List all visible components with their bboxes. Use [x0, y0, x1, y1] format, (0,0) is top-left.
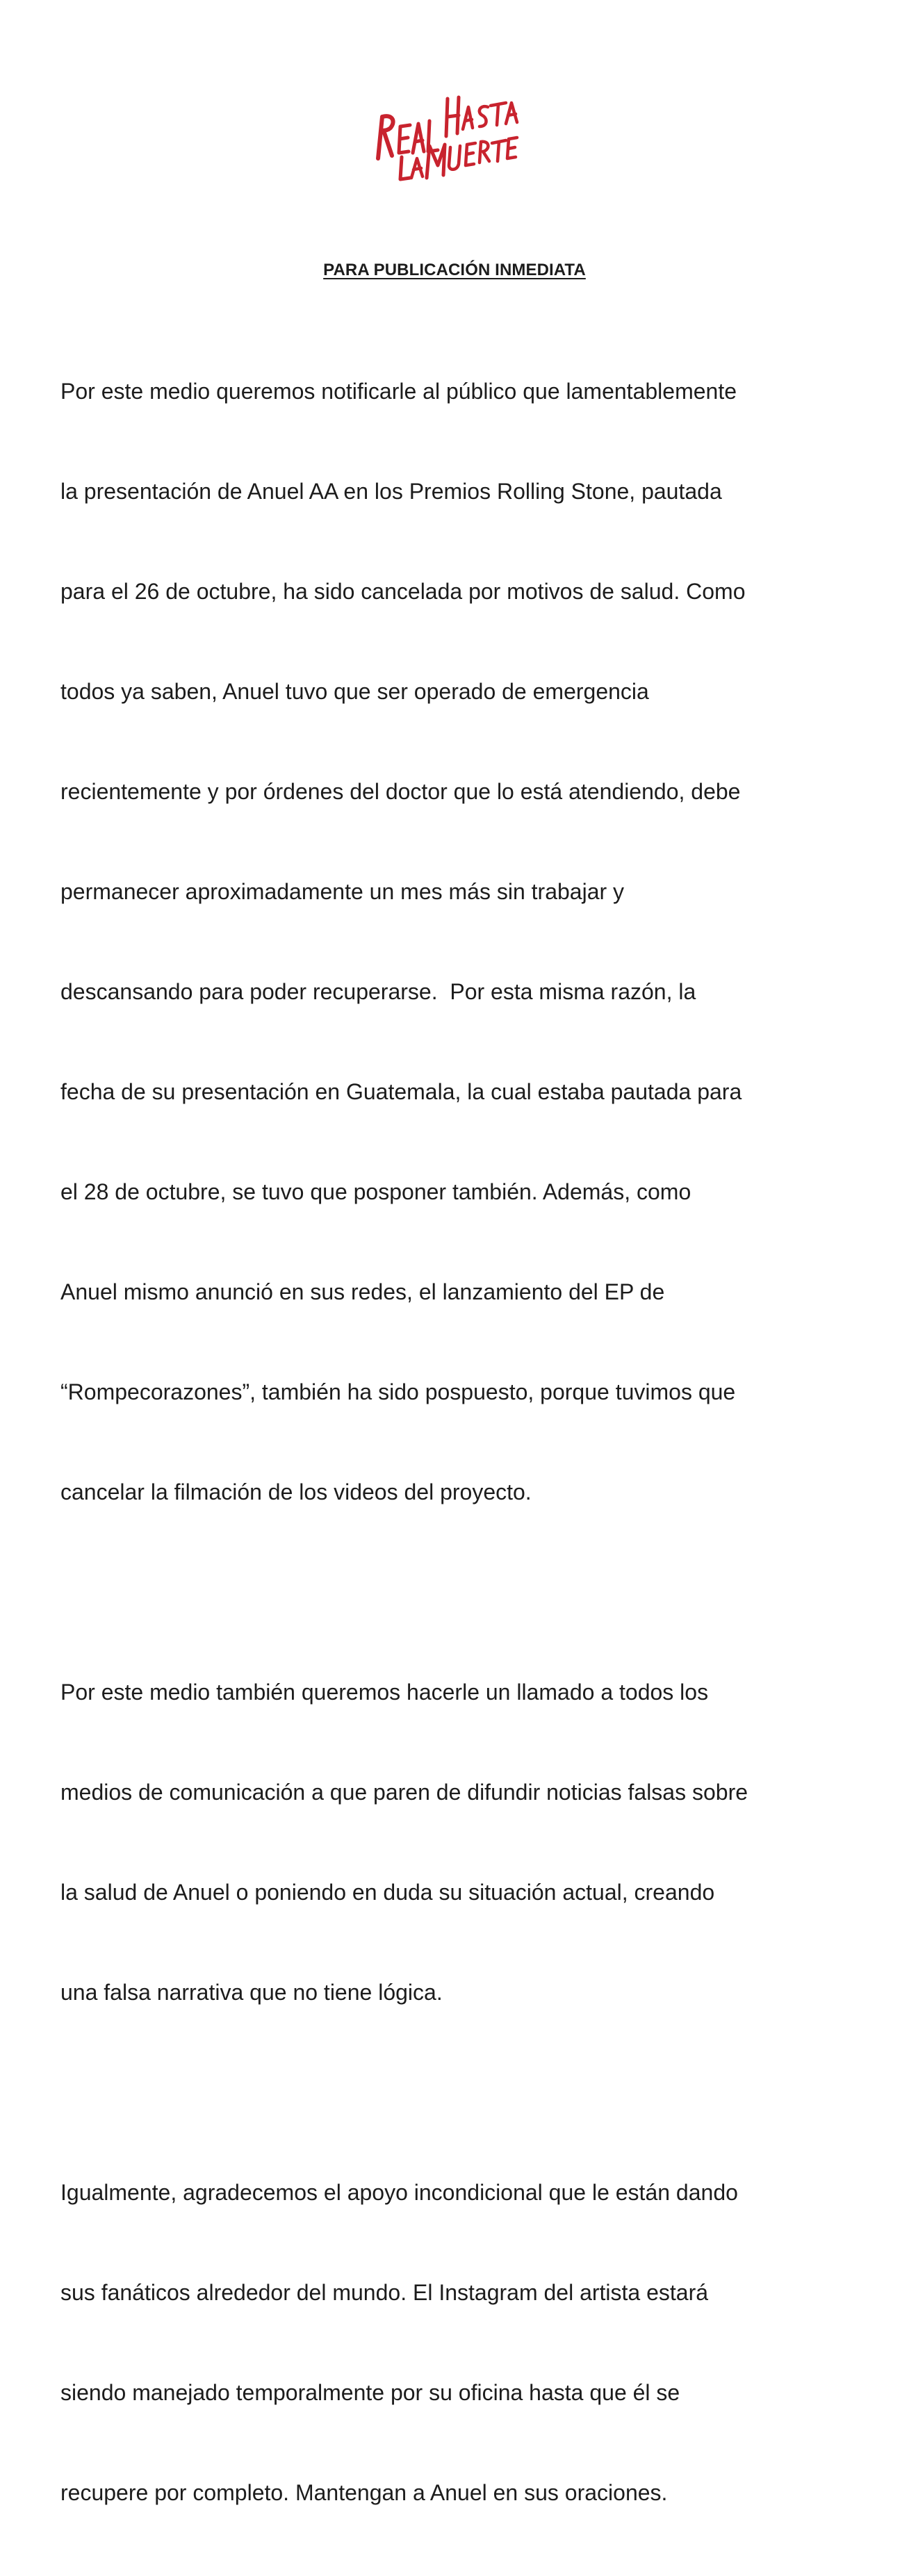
- text-line: recupere por completo. Mantengan a Anuel en sus oraciones.: [60, 2480, 668, 2505]
- text-line: Anuel mismo anunció en sus redes, el lanzamiento del EP de: [60, 1279, 665, 1304]
- real-hasta-la-muerte-logo: [368, 89, 535, 186]
- text-line: fecha de su presentación en Guatemala, la cual estaba pautada para: [60, 1079, 742, 1104]
- text-line: el 28 de octubre, se tuvo que posponer también. Además, como: [60, 1179, 691, 1204]
- text-line: Por este medio también queremos hacerle un llamado a todos los: [60, 1680, 709, 1705]
- text-line: “Rompecorazones”, también ha sido pospuesto, porque tuvimos que: [60, 1379, 736, 1404]
- press-release-heading: PARA PUBLICACIÓN INMEDIATA: [323, 261, 586, 279]
- text-line: sus fanáticos alrededor del mundo. El Instagram del artista estará: [60, 2280, 709, 2305]
- text-line: la salud de Anuel o poniendo en duda su situación actual, creando: [60, 1880, 715, 1905]
- press-release-body: [60, 308, 881, 2576]
- text-line: la presentación de Anuel AA en los Premios Rolling Stone, pautada: [60, 479, 722, 504]
- text-line: todos ya saben, Anuel tuvo que ser operado de emergencia: [60, 679, 649, 704]
- text-line: Por este medio queremos notificarle al público que lamentablemente: [60, 379, 737, 404]
- paragraph-2: [60, 1609, 881, 2076]
- text-line: permanecer aproximadamente un mes más sin trabajar y: [60, 879, 625, 904]
- paragraph-1: [60, 308, 881, 1575]
- text-line: medios de comunicación a que paren de difundir noticias falsas sobre: [60, 1780, 748, 1805]
- text-line: recientemente y por órdenes del doctor que lo está atendiendo, debe: [60, 779, 741, 804]
- text-line: cancelar la filmación de los videos del proyecto.: [60, 1479, 532, 1504]
- text-line: para el 26 de octubre, ha sido cancelada por motivos de salud. Como: [60, 579, 746, 604]
- text-line: siendo manejado temporalmente por su oficina hasta que él se: [60, 2380, 680, 2405]
- text-line: una falsa narrativa que no tiene lógica.: [60, 1980, 443, 2005]
- paragraph-3: [60, 2109, 881, 2576]
- text-line: descansando para poder recuperarse. Por esta misma razón, la: [60, 979, 696, 1004]
- text-line: Igualmente, agradecemos el apoyo incondicional que le están dando: [60, 2180, 738, 2205]
